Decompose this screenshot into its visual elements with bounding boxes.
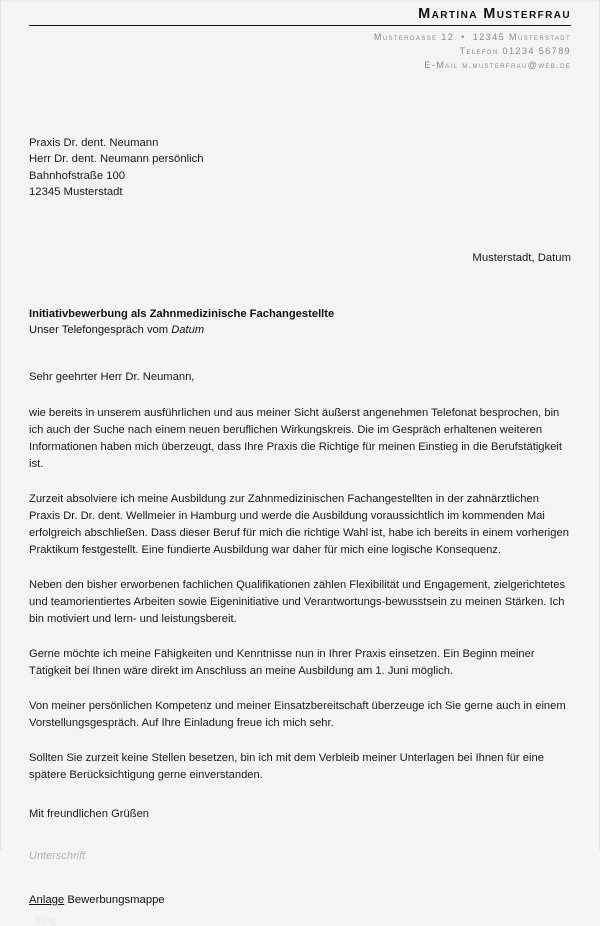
recipient-line-4: 12345 Musterstadt (29, 186, 123, 199)
sender-address-line (29, 30, 571, 44)
sender-email: E-Mail m.musterfrau@web.de (424, 60, 571, 71)
subject-subtitle-placeholder: Datum (171, 324, 205, 337)
page-watermark: blog (35, 914, 56, 926)
body-paragraph-1: wie bereits in unserem ausführlichen und aus meiner Sicht äußerst angenehmen Telefonat besprochen, bin ich auch der Suche nach einem neuen beruflichen Wirkungskreis. Die im Gespräch erhaltenen weiteren Informationen haben mich überzeugt, dass Ihre Praxis die Richtige für meinen Einstieg in die Berufstätigkeit ist. (29, 406, 562, 470)
recipient-line-2: Herr Dr. dent. Neumann persönlich (29, 153, 204, 166)
attachment-label: Anlage (29, 893, 65, 906)
signature-placeholder: Unterschrift (29, 849, 86, 862)
sender-street: Mustergasse 12 (373, 31, 455, 42)
letter-body (29, 369, 571, 823)
address-separator: • (461, 31, 466, 42)
sender-phone: Telefon 01234 56789 (459, 46, 571, 57)
recipient-line-3: Bahnhofstraße 100 (29, 169, 126, 182)
letterhead-divider (29, 25, 571, 26)
body-paragraph-2: Zurzeit absolviere ich meine Ausbildung zur Zahnmedizinischen Fachangestellten in der zahnärztlichen Praxis Dr. Dr. dent. Wellmeier in Hamburg und werde die Ausbildung voraussichtlich im kommenden Mai erfolgreich abschließen. Dass dieser Beruf für mich die richtige Wahl ist, habe ich bereits in einem vorherigen Praktikum festgestellt. Eine fundierte Ausbildung war daher für mich eine logische Konsequenz. (29, 492, 569, 556)
sender-contact-block (29, 30, 571, 73)
attachment-line (29, 894, 571, 906)
subject-block (29, 306, 571, 338)
sender-name: Martina Musterfrau (418, 6, 571, 22)
subject-title: Initiativbewerbung als Zahnmedizinische Fachangestellte (29, 308, 335, 321)
recipient-line-1: Praxis Dr. dent. Neumann (29, 136, 159, 149)
body-paragraph-4: Gerne möchte ich meine Fähigkeiten und Kenntnisse nun in Ihrer Praxis einsetzen. Ein Beginn meiner Tätigkeit bei Ihnen wäre direkt im Anschluss an meine Ausbildung am 1. Juni möglich. (29, 647, 535, 677)
place-and-date: Musterstadt, Datum (472, 252, 571, 265)
sender-city: 12345 Musterstadt (472, 31, 571, 42)
attachment-value: Bewerbungsmappe (64, 893, 165, 906)
closing-greeting: Mit freundlichen Grüßen (29, 807, 150, 820)
body-paragraph-6: Sollten Sie zurzeit keine Stellen besetzen, bin ich mit dem Verbleib meiner Unterlagen bei Ihnen für eine spätere Berücksichtigung gerne einverstanden. (29, 751, 544, 781)
body-paragraph-5: Von meiner persönlichen Kompetenz und meiner Einsatzbereitschaft überzeuge ich Sie gerne auch in einem Vorstellungsgespräch. Auf Ihre Einladung freue ich mich sehr. (29, 699, 566, 729)
body-paragraph-3: Neben den bisher erworbenen fachlichen Qualifikationen zählen Flexibilität und Engagement, zielgerichtetes und teamorientiertes Arbeiten sowie Eigeninitiative und Verantwortungs-bewusstsein zu meinen Stärken. Ich bin motiviert und lern- und leistungsbereit. (29, 578, 566, 625)
subject-subtitle-prefix: Unser Telefongespräch vom (29, 324, 172, 337)
recipient-address-block (29, 135, 571, 201)
subject-subtitle (29, 322, 571, 338)
salutation: Sehr geehrter Herr Dr. Neumann, (29, 370, 195, 383)
letterhead (29, 1, 571, 73)
